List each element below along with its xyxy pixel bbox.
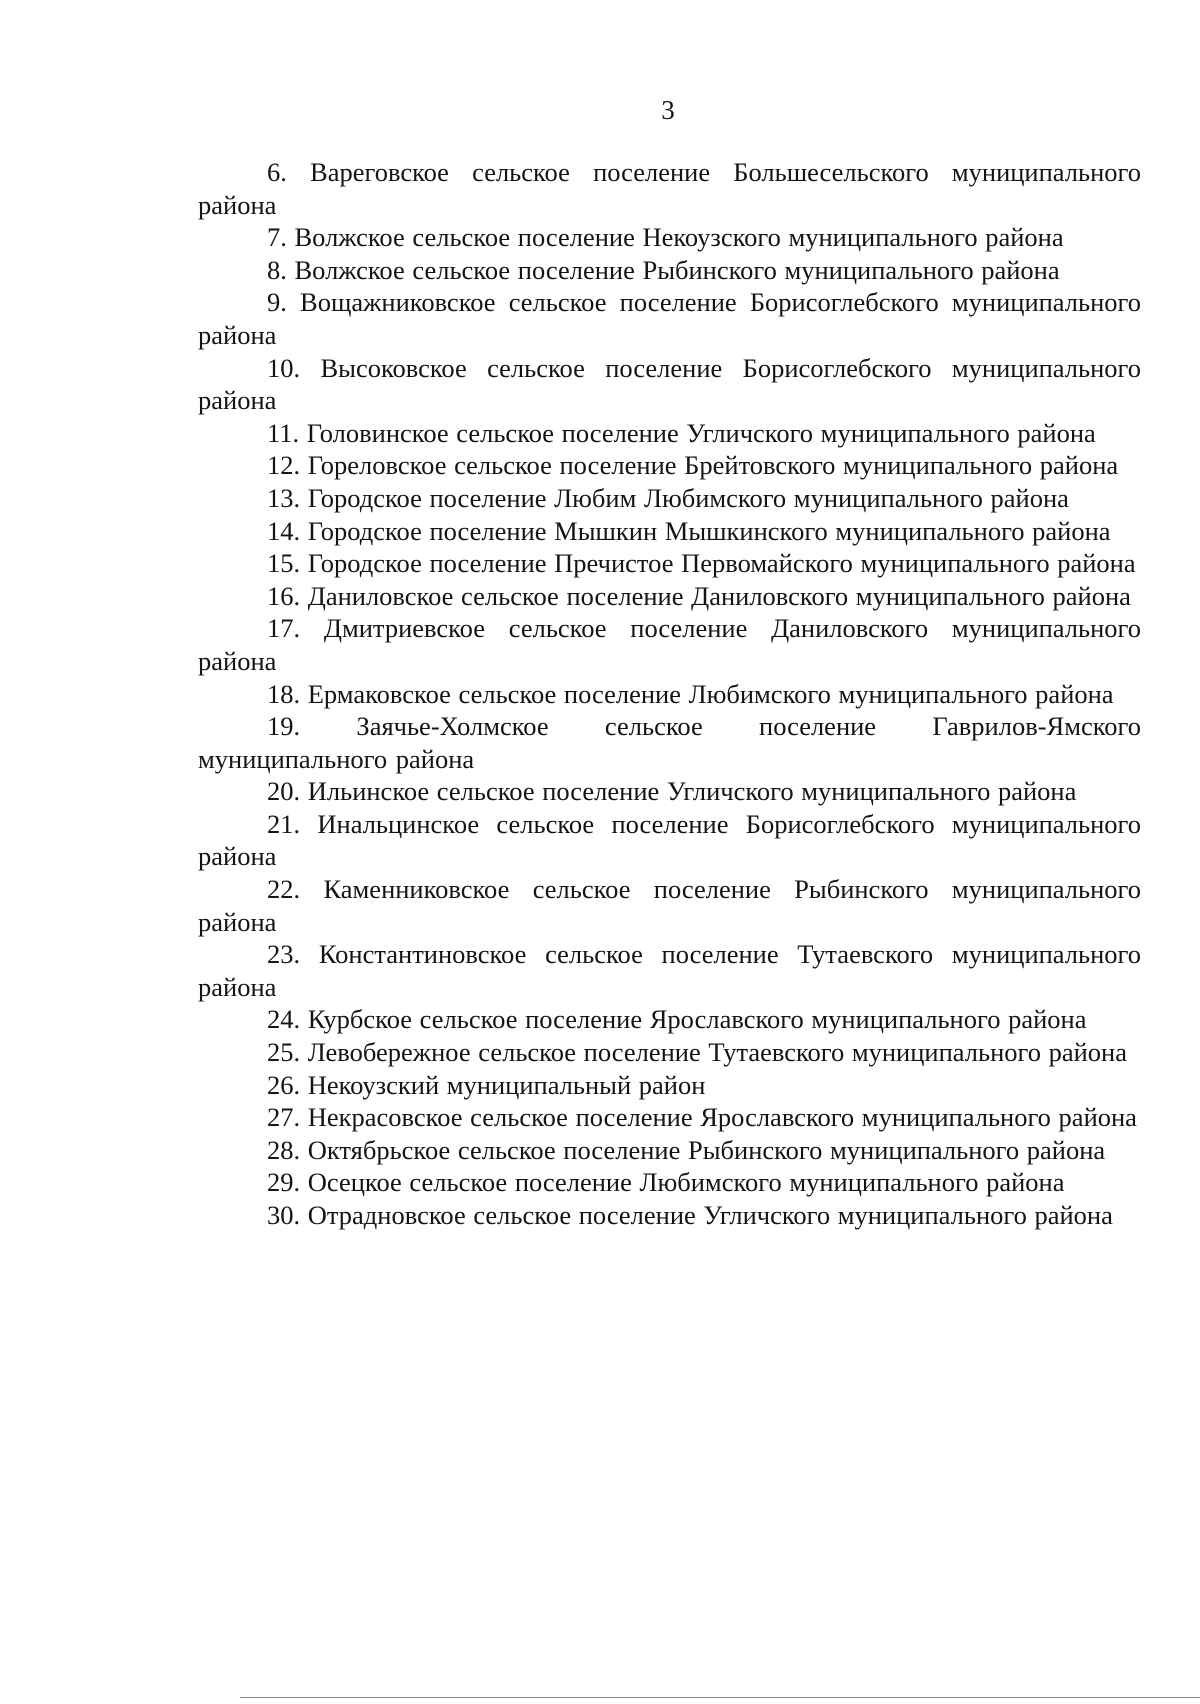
item-text: Вощажниковское сельское поселение Борисоглебского муниципального района	[198, 287, 1142, 350]
item-text: Отрадновское сельское поселение Угличского муниципального района	[307, 1200, 1113, 1230]
item-number: 14.	[267, 515, 301, 546]
list-item	[198, 1003, 1141, 1036]
item-number: 12.	[267, 450, 301, 481]
item-number: 21.	[267, 808, 301, 839]
item-text: Городское поселение Мышкин Мышкинского муниципального района	[307, 515, 1111, 546]
item-number: 9.	[267, 287, 287, 318]
item-text: Константиновское сельское поселение Тутаевского муниципального района	[198, 939, 1141, 1002]
item-number: 19.	[267, 711, 301, 742]
item-text: Ильинское сельское поселение Угличского муниципального района	[307, 776, 1077, 807]
list-item	[198, 873, 1141, 938]
item-text: Курбское сельское поселение Ярославского муниципального района	[307, 1004, 1087, 1035]
list-item	[198, 1134, 1141, 1167]
item-text: Некрасовское сельское поселение Ярославского муниципального района	[307, 1102, 1137, 1133]
list-item	[198, 515, 1141, 548]
list-item	[198, 775, 1141, 808]
item-number: 7.	[267, 222, 287, 253]
item-number: 28.	[267, 1134, 301, 1165]
list-item	[198, 417, 1141, 450]
item-number: 25.	[267, 1037, 301, 1068]
item-text: Вареговское сельское поселение Большесельского муниципального района	[198, 157, 1141, 220]
list-item	[198, 352, 1141, 417]
list-item	[198, 449, 1141, 482]
list-item	[198, 938, 1141, 1003]
list-item	[198, 1036, 1141, 1069]
item-number: 23.	[267, 939, 301, 970]
list-item	[198, 612, 1141, 677]
list-item	[198, 678, 1141, 711]
item-number: 18.	[267, 678, 301, 709]
item-text: Даниловское сельское поселение Даниловского муниципального района	[307, 580, 1131, 611]
item-text: Городское поселение Пречистое Первомайского муниципального района	[307, 548, 1136, 579]
item-number: 11.	[267, 417, 300, 448]
item-text: Дмитриевское сельское поселение Даниловского муниципального района	[198, 613, 1142, 676]
list-item	[198, 1199, 1141, 1232]
item-text: Ермаковское сельское поселение Любимского муниципального района	[307, 678, 1114, 709]
item-text: Головинское сельское поселение Угличского муниципального района	[306, 417, 1096, 448]
item-text: Городское поселение Любим Любимского муниципального района	[307, 482, 1069, 513]
item-number: 6.	[267, 157, 287, 187]
list-item	[198, 1069, 1141, 1102]
item-text: Гореловское сельское поселение Брейтовского муниципального района	[307, 450, 1119, 481]
item-number: 16.	[267, 580, 301, 611]
item-number: 10.	[267, 352, 301, 383]
item-text: Волжское сельское поселение Рыбинского муниципального района	[294, 254, 1060, 285]
item-number: 20.	[267, 776, 301, 807]
list-item	[198, 482, 1141, 515]
item-number: 27.	[267, 1102, 301, 1133]
list-item	[198, 1166, 1141, 1199]
item-text: Высоковское сельское поселение Борисоглебского муниципального района	[198, 352, 1141, 416]
item-text: Инальцинское сельское поселение Борисоглебского муниципального района	[198, 808, 1142, 872]
list-item	[198, 580, 1141, 613]
item-number: 29.	[267, 1167, 301, 1198]
item-text: Волжское сельское поселение Некоузского муниципального района	[294, 222, 1064, 253]
list-item	[198, 254, 1141, 287]
item-text: Октябрьское сельское поселение Рыбинского муниципального района	[307, 1134, 1106, 1165]
list-item	[198, 710, 1141, 775]
item-number: 13.	[267, 482, 301, 513]
item-number: 22.	[267, 874, 301, 905]
list-item	[198, 547, 1141, 580]
item-number: 15.	[267, 548, 301, 579]
item-text: Заячье-Холмское сельское поселение Гаврилов-Ямского муниципального района	[198, 711, 1141, 774]
page-number: 3	[661, 95, 675, 125]
item-number: 26.	[267, 1069, 301, 1100]
item-text: Осецкое сельское поселение Любимского муниципального района	[307, 1167, 1065, 1198]
bottom-edge-line	[240, 1697, 1200, 1698]
item-number: 8.	[267, 254, 287, 285]
item-text: Левобережное сельское поселение Тутаевского муниципального района	[307, 1037, 1127, 1068]
list-item	[198, 156, 1141, 221]
item-number: 30.	[267, 1200, 301, 1230]
settlement-list	[198, 156, 1141, 1232]
list-item	[198, 1101, 1141, 1134]
list-item	[198, 808, 1141, 873]
item-number: 17.	[267, 613, 301, 644]
item-number: 24.	[267, 1004, 301, 1035]
item-text: Каменниковское сельское поселение Рыбинского муниципального района	[198, 874, 1142, 937]
list-item	[198, 286, 1141, 351]
list-item	[198, 221, 1141, 254]
item-text: Некоузский муниципальный район	[307, 1069, 706, 1100]
